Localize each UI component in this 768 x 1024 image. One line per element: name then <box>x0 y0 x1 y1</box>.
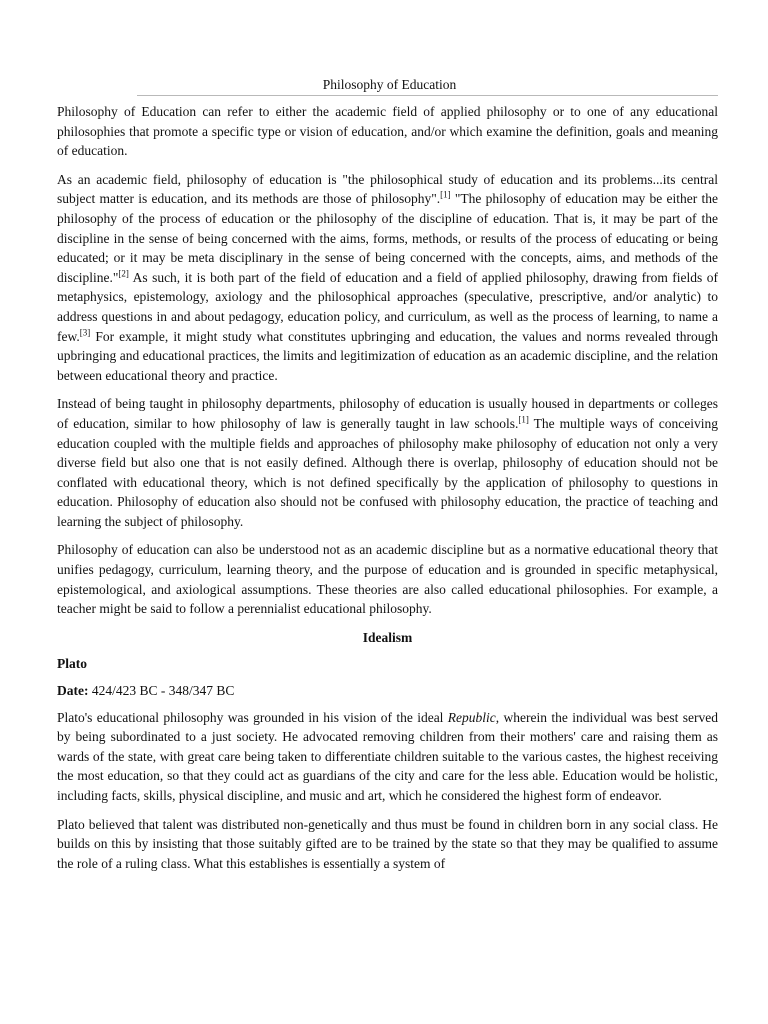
citation-1[interactable]: [1] <box>440 189 451 200</box>
plato-date <box>57 681 718 701</box>
page-header-title: Philosophy of Education <box>322 77 457 92</box>
section-heading-idealism: Idealism <box>362 629 413 645</box>
plato-paragraph-2: Plato believed that talent was distributed non-genetically and thus must be found in children born in any social class. He builds on this by insisting that those suitably gifted are to be trained by the state so that they may be qualified to assume the role of a ruling class. What this establishes is essentially a system of <box>57 816 718 871</box>
page-header <box>137 77 718 96</box>
intro-paragraph-3: Instead of being taught in philosophy departments, philosophy of education is usually housed in departments or colleges of education, similar to how philosophy of law is generally taught in law schools.[1] The multiple ways of conceiving education coupled with the multiple fields and approaches of philosophy make philosophy of education not only a very diverse field but also one that is not easily defined. Although there is overlap, philosophy of education should not be conflated with educational theory, which is not defined specifically by the application of philosophy to questions in education. Philosophy of education also should not be confused with philosophy education, the practice of teaching and learning the subject of philosophy. <box>57 396 718 529</box>
plato-paragraph-1: Plato's educational philosophy was grounded in his vision of the ideal Republic, wherein the individual was best served by being subordinated to a just society. He advocated removing children from their mothers' care and raising them as wards of the state, with great care being taken to differentiate children suitable to the various castes, the highest receiving the most education, so that they could act as guardians of the city and care for the less able. Education would be holistic, including facts, skills, physical discipline, and music and art, which he considered the highest form of endeavor. <box>57 709 718 803</box>
citation-1b[interactable]: [1] <box>518 414 529 425</box>
citation-3[interactable]: [3] <box>79 327 91 338</box>
intro-paragraph-1: Philosophy of Education can refer to either the academic field of applied philosophy or to one of any educational philosophies that promote a specific type or vision of education, and/or which examine the definition, goals and meaning of education. <box>57 104 718 159</box>
intro-paragraph-2: As an academic field, philosophy of education is "the philosophical study of education and its problems...its central subject matter is education, and its methods are those of philosophy".[1] "The philosophy of education may be either the philosophy of the process of education or the philosophy of the discipline of education. That is, it may be part of the discipline in the sense of being concerned with the aims, forms, methods, or results of the process of educating or being educated; or it may be meta disciplinary in the sense of being concerned with the concepts, aims, and methods of the discipline."[2] As such, it is both part of the field of education and a field of applied philosophy, drawing from fields of metaphysics, epistemology, axiology and the philosophical approaches (speculative, prescriptive, and/or analytic) to address questions in and about pedagogy, education policy, and curriculum, as well as the process of learning, to name a few.[3] For example, it might study what constitutes upbringing and education, the values and norms revealed through upbringing and educational practices, the limits and legitimization of education as an academic discipline, and the relation between educational theory and practice. <box>57 171 719 383</box>
citation-2[interactable]: [2] <box>118 268 129 279</box>
date-label: Date: <box>57 683 89 699</box>
date-value: 424/423 BC - 348/347 BC <box>88 683 235 699</box>
republic-title: Republic <box>447 709 496 725</box>
intro-paragraph-4: Philosophy of education can also be understood not as an academic discipline but as a normative educational theory that unifies pedagogy, curriculum, learning theory, and the purpose of education and is grounded in specific metaphysical, epistemological, and axiological assumptions. These theories are also called educational philosophies. For example, a teacher might be said to follow a perennialist educational philosophy. <box>57 542 718 617</box>
subheading-plato: Plato <box>57 656 87 672</box>
